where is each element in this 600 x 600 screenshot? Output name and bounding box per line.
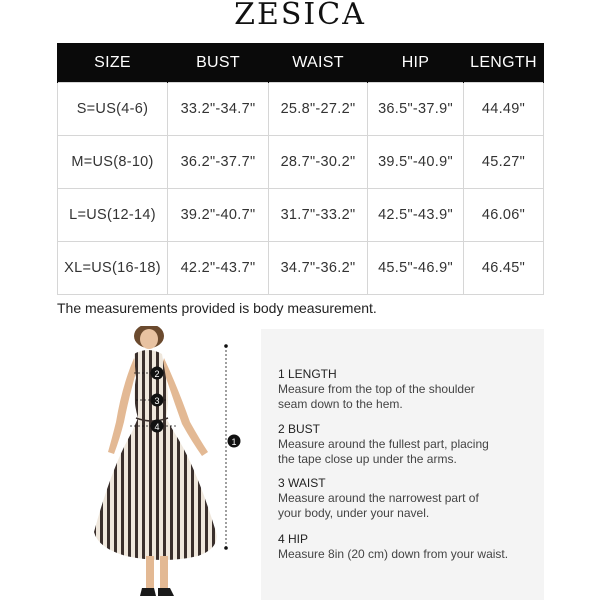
header-waist: WAIST [269, 43, 368, 83]
marker-3-label: 3 [154, 396, 160, 406]
header-size: SIZE [58, 43, 168, 83]
instruction-length [278, 367, 538, 412]
cell-length: 46.06" [464, 189, 544, 242]
instruction-bust [278, 422, 538, 467]
length-line-bottom-dot [224, 546, 228, 550]
marker-1-label: 1 [231, 437, 237, 447]
header-length: LENGTH [464, 43, 544, 83]
header-bust: BUST [168, 43, 269, 83]
model-face [140, 329, 158, 349]
model-left-leg [146, 556, 154, 590]
length-line-top-dot [224, 344, 228, 348]
instruction-line: Measure from the top of the shoulder [278, 382, 475, 396]
cell-length: 44.49" [464, 83, 544, 136]
cell-bust: 39.2"-40.7" [168, 189, 269, 242]
header-hip: HIP [368, 43, 464, 83]
cell-hip: 42.5"-43.9" [368, 189, 464, 242]
instruction-line: seam down to the hem. [278, 397, 403, 411]
marker-2-label: 2 [154, 369, 160, 379]
cell-length: 45.27" [464, 136, 544, 189]
instruction-title: 2 BUST [278, 422, 321, 436]
cell-hip: 45.5"-46.9" [368, 242, 464, 295]
model-right-sandal [158, 588, 174, 596]
cell-waist: 34.7"-36.2" [269, 242, 368, 295]
instruction-line: your body, under your navel. [278, 506, 430, 520]
instruction-waist [278, 476, 538, 521]
marker-4-label: 4 [154, 422, 160, 432]
cell-size: XL=US(16-18) [58, 242, 168, 295]
instruction-title: 1 LENGTH [278, 367, 337, 381]
model-figure [86, 326, 246, 600]
cell-waist: 31.7"-33.2" [269, 189, 368, 242]
cell-length: 46.45" [464, 242, 544, 295]
model-left-sandal [140, 588, 156, 596]
table-row [58, 136, 544, 189]
cell-size: M=US(8-10) [58, 136, 168, 189]
cell-size: L=US(12-14) [58, 189, 168, 242]
measurement-note: The measurements provided is body measurement. [57, 300, 377, 316]
cell-bust: 42.2"-43.7" [168, 242, 269, 295]
table-row [58, 242, 544, 295]
model-right-leg [160, 556, 168, 590]
cell-hip: 39.5"-40.9" [368, 136, 464, 189]
cell-hip: 36.5"-37.9" [368, 83, 464, 136]
instruction-line: Measure 8in (20 cm) down from your waist. [278, 547, 509, 561]
table-row [58, 83, 544, 136]
table-row [58, 189, 544, 242]
instruction-line: the tape close up under the arms. [278, 452, 457, 466]
instruction-title: 4 HIP [278, 532, 309, 546]
cell-waist: 25.8"-27.2" [269, 83, 368, 136]
instruction-line: Measure around the fullest part, placing [278, 437, 489, 451]
brand-logo: ZESICA [234, 0, 366, 32]
instruction-line: Measure around the narrowest part of [278, 491, 479, 505]
cell-waist: 28.7"-30.2" [269, 136, 368, 189]
cell-bust: 36.2"-37.7" [168, 136, 269, 189]
measurement-instructions-panel [261, 329, 544, 600]
cell-size: S=US(4-6) [58, 83, 168, 136]
cell-bust: 33.2"-34.7" [168, 83, 269, 136]
size-chart-table [57, 43, 544, 295]
table-header-row [58, 43, 544, 83]
instruction-title: 3 WAIST [278, 476, 326, 490]
instruction-hip [278, 532, 538, 562]
